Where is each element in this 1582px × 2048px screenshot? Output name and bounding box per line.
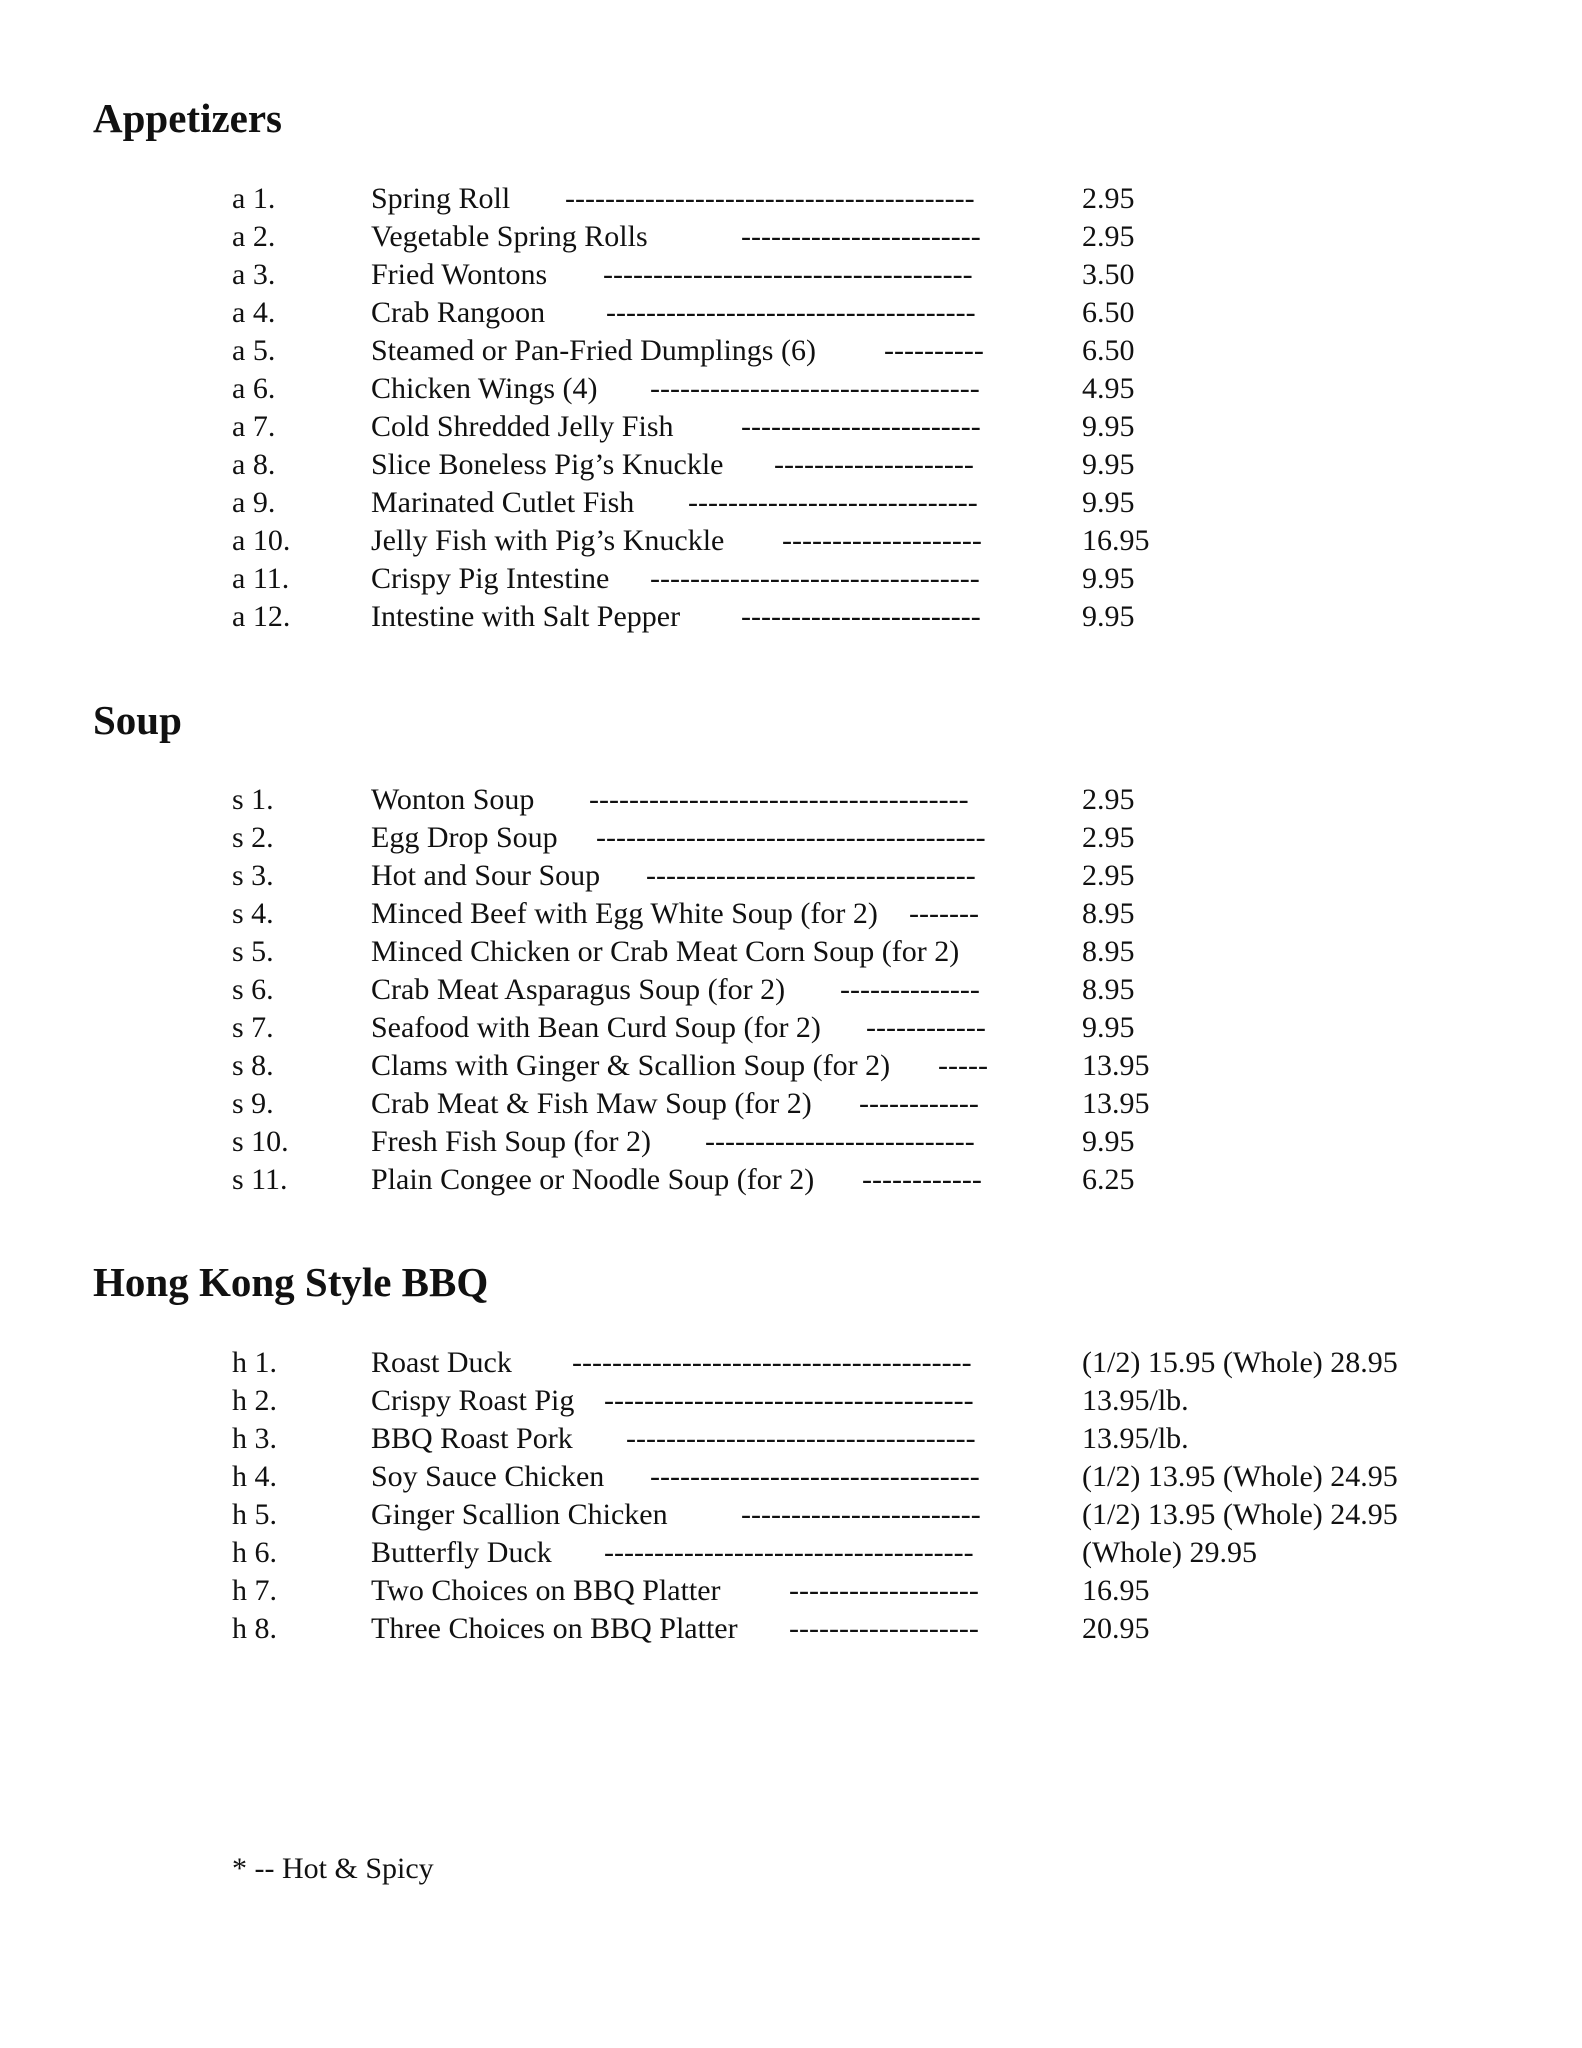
item-name: Slice Boneless Pig’s Knuckle — [371, 448, 724, 481]
item-name: Vegetable Spring Rolls — [371, 220, 648, 253]
dash-leader: ------------------------ — [741, 600, 981, 633]
item-code: a 11. — [232, 562, 290, 595]
menu-item — [0, 971, 1582, 1009]
item-code: s 4. — [232, 897, 274, 930]
menu-item — [0, 598, 1582, 636]
item-name: Cold Shredded Jelly Fish — [371, 410, 674, 443]
item-name: Steamed or Pan-Fried Dumplings (6) — [371, 334, 816, 367]
menu-item — [0, 933, 1582, 971]
item-price: (1/2) 13.95 (Whole) 24.95 — [1082, 1460, 1398, 1493]
menu-item — [0, 294, 1582, 332]
menu-item — [0, 1610, 1582, 1648]
menu-item — [0, 1009, 1582, 1047]
dash-leader: ------------------------------------- — [604, 1384, 974, 1417]
item-name: Intestine with Salt Pepper — [371, 600, 681, 633]
item-name: Egg Drop Soup — [371, 821, 558, 854]
dash-leader: ------------ — [862, 1163, 982, 1196]
item-name: Jelly Fish with Pig’s Knuckle — [371, 524, 725, 557]
dash-leader: --------------------------------------- — [596, 821, 986, 854]
menu-item — [0, 1534, 1582, 1572]
item-code: a 5. — [232, 334, 276, 367]
menu-item — [0, 857, 1582, 895]
item-price: 4.95 — [1082, 372, 1135, 405]
item-price: 6.25 — [1082, 1163, 1135, 1196]
menu-item — [0, 1161, 1582, 1199]
dash-leader: -------------------- — [782, 524, 982, 557]
item-name: BBQ Roast Pork — [371, 1422, 573, 1455]
dash-leader: ------------------- — [789, 1574, 979, 1607]
item-code: a 12. — [232, 600, 291, 633]
item-code: h 3. — [232, 1422, 277, 1455]
menu-item — [0, 256, 1582, 294]
item-code: s 6. — [232, 973, 274, 1006]
item-price: 13.95 — [1082, 1049, 1150, 1082]
item-code: a 6. — [232, 372, 276, 405]
dash-leader: ----- — [938, 1049, 988, 1082]
item-price: 13.95/lb. — [1082, 1384, 1189, 1417]
item-name: Hot and Sour Soup — [371, 859, 601, 892]
item-name: Crab Meat & Fish Maw Soup (for 2) — [371, 1087, 812, 1120]
menu-item — [0, 1458, 1582, 1496]
dash-leader: --------------------------------- — [650, 562, 980, 595]
dash-leader: ------------------- — [789, 1612, 979, 1645]
hot-and-spicy-footnote: * -- Hot & Spicy — [232, 1852, 434, 1885]
item-price: 16.95 — [1082, 524, 1150, 557]
dash-leader: ----------------------------- — [688, 486, 978, 519]
menu-item — [0, 560, 1582, 598]
item-price: 6.50 — [1082, 296, 1135, 329]
item-code: h 1. — [232, 1346, 277, 1379]
menu-item — [0, 408, 1582, 446]
item-name: Clams with Ginger & Scallion Soup (for 2) — [371, 1049, 891, 1082]
item-code: s 5. — [232, 935, 274, 968]
item-name: Crispy Roast Pig — [371, 1384, 575, 1417]
item-code: s 2. — [232, 821, 274, 854]
item-price: 13.95 — [1082, 1087, 1150, 1120]
item-code: h 5. — [232, 1498, 277, 1531]
item-code: a 8. — [232, 448, 276, 481]
item-name: Two Choices on BBQ Platter — [371, 1574, 721, 1607]
section-title-soup: Soup — [93, 697, 182, 743]
item-code: a 9. — [232, 486, 276, 519]
dash-leader: --------------------------------- — [646, 859, 976, 892]
menu-item — [0, 1420, 1582, 1458]
dash-leader: ---------------------------------------- — [572, 1346, 972, 1379]
item-price: 9.95 — [1082, 600, 1135, 633]
menu-item — [0, 446, 1582, 484]
item-name: Crab Meat Asparagus Soup (for 2) — [371, 973, 786, 1006]
dash-leader: ------------------------ — [741, 220, 981, 253]
item-code: s 8. — [232, 1049, 274, 1082]
menu-item — [0, 522, 1582, 560]
item-name: Minced Chicken or Crab Meat Corn Soup (for 2) — [371, 935, 960, 968]
item-name: Crab Rangoon — [371, 296, 546, 329]
item-name: Crispy Pig Intestine — [371, 562, 610, 595]
item-name: Wonton Soup — [371, 783, 535, 816]
item-code: s 7. — [232, 1011, 274, 1044]
item-price: 6.50 — [1082, 334, 1135, 367]
menu-item — [0, 781, 1582, 819]
menu-item — [0, 1123, 1582, 1161]
item-price: 2.95 — [1082, 220, 1135, 253]
menu-item — [0, 1085, 1582, 1123]
menu-item — [0, 1047, 1582, 1085]
item-name: Chicken Wings (4) — [371, 372, 598, 405]
item-code: a 1. — [232, 182, 276, 215]
item-price: 8.95 — [1082, 897, 1135, 930]
item-code: s 9. — [232, 1087, 274, 1120]
menu-item — [0, 1496, 1582, 1534]
dash-leader: -------------------------------------- — [589, 783, 969, 816]
dash-leader: ------------------------------------- — [606, 296, 976, 329]
dash-leader: ------- — [909, 897, 979, 930]
section-title-hong-kong-style-bbq: Hong Kong Style BBQ — [93, 1259, 489, 1305]
dash-leader: --------------------------- — [705, 1125, 975, 1158]
item-name: Spring Roll — [371, 182, 511, 215]
item-code: a 7. — [232, 410, 276, 443]
item-price: 3.50 — [1082, 258, 1135, 291]
item-price: 2.95 — [1082, 821, 1135, 854]
dash-leader: -------------- — [840, 973, 980, 1006]
item-price: 8.95 — [1082, 973, 1135, 1006]
menu-item — [0, 1572, 1582, 1610]
item-code: a 2. — [232, 220, 276, 253]
dash-leader: ------------------------------------- — [604, 1536, 974, 1569]
dash-leader: ------------------------ — [741, 410, 981, 443]
item-price: 9.95 — [1082, 562, 1135, 595]
dash-leader: --------------------------------- — [650, 1460, 980, 1493]
item-name: Butterfly Duck — [371, 1536, 552, 1569]
dash-leader: ------------ — [859, 1087, 979, 1120]
item-price: 9.95 — [1082, 486, 1135, 519]
menu-item — [0, 895, 1582, 933]
menu-item — [0, 819, 1582, 857]
dash-leader: ----------------------------------- — [626, 1422, 976, 1455]
section-title-appetizers: Appetizers — [93, 95, 283, 141]
dash-leader: ------------------------------------- — [603, 258, 973, 291]
menu-item — [0, 1382, 1582, 1420]
item-name: Fried Wontons — [371, 258, 548, 291]
item-code: s 3. — [232, 859, 274, 892]
item-price: 20.95 — [1082, 1612, 1150, 1645]
menu-item — [0, 332, 1582, 370]
item-price: 8.95 — [1082, 935, 1135, 968]
item-code: h 8. — [232, 1612, 277, 1645]
item-code: h 6. — [232, 1536, 277, 1569]
item-price: 13.95/lb. — [1082, 1422, 1189, 1455]
menu-item — [0, 484, 1582, 522]
item-name: Soy Sauce Chicken — [371, 1460, 605, 1493]
item-price: (Whole) 29.95 — [1082, 1536, 1257, 1569]
item-name: Plain Congee or Noodle Soup (for 2) — [371, 1163, 815, 1196]
item-code: s 10. — [232, 1125, 289, 1158]
dash-leader: ------------------------ — [741, 1498, 981, 1531]
menu-item — [0, 180, 1582, 218]
item-name: Seafood with Bean Curd Soup (for 2) — [371, 1011, 821, 1044]
dash-leader: --------------------------------- — [650, 372, 980, 405]
dash-leader: ----------------------------------------- — [565, 182, 975, 215]
dash-leader: -------------------- — [774, 448, 974, 481]
menu-item — [0, 218, 1582, 256]
item-name: Roast Duck — [371, 1346, 512, 1379]
item-price: 9.95 — [1082, 448, 1135, 481]
item-name: Fresh Fish Soup (for 2) — [371, 1125, 652, 1158]
item-price: (1/2) 15.95 (Whole) 28.95 — [1082, 1346, 1398, 1379]
item-name: Three Choices on BBQ Platter — [371, 1612, 738, 1645]
item-price: 9.95 — [1082, 410, 1135, 443]
item-name: Ginger Scallion Chicken — [371, 1498, 668, 1531]
item-price: 2.95 — [1082, 859, 1135, 892]
item-code: h 2. — [232, 1384, 277, 1417]
item-price: 9.95 — [1082, 1125, 1135, 1158]
item-price: 9.95 — [1082, 1011, 1135, 1044]
item-price: (1/2) 13.95 (Whole) 24.95 — [1082, 1498, 1398, 1531]
item-code: a 3. — [232, 258, 276, 291]
item-name: Minced Beef with Egg White Soup (for 2) — [371, 897, 878, 930]
menu-item — [0, 370, 1582, 408]
item-name: Marinated Cutlet Fish — [371, 486, 635, 519]
item-code: h 7. — [232, 1574, 277, 1607]
item-code: s 11. — [232, 1163, 288, 1196]
item-price: 16.95 — [1082, 1574, 1150, 1607]
dash-leader: ---------- — [884, 334, 984, 367]
item-code: a 10. — [232, 524, 291, 557]
item-price: 2.95 — [1082, 783, 1135, 816]
item-code: a 4. — [232, 296, 276, 329]
item-code: s 1. — [232, 783, 274, 816]
menu-item — [0, 1344, 1582, 1382]
item-price: 2.95 — [1082, 182, 1135, 215]
item-code: h 4. — [232, 1460, 277, 1493]
dash-leader: ------------ — [866, 1011, 986, 1044]
